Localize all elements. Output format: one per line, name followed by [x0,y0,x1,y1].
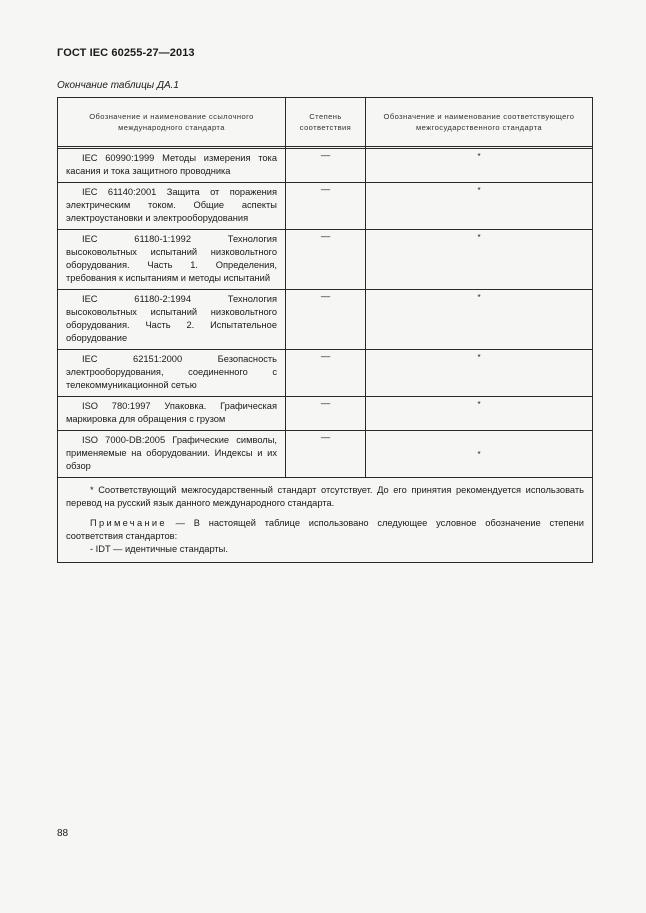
table-row [58,290,593,350]
header-international-standard: Обозначение и наименование ссылочного международного стандарта [58,98,286,147]
standards-table [57,97,593,563]
table-row [58,230,593,290]
standard-name: ISO 780:1997 Упаковка. Графическая маркировка для обращения с грузом [58,397,286,431]
equivalent-cell: * [366,230,593,290]
table-row [58,350,593,397]
equivalent-cell: * [366,290,593,350]
degree-cell: — [286,397,366,431]
equivalent-cell: * [366,149,593,183]
equivalent-cell: * [366,397,593,431]
document-code: ГОСТ IEC 60255-27—2013 [57,47,195,59]
equivalent-cell: * [366,350,593,397]
table-row [58,397,593,431]
footnote: * Соответствующий межгосударственный стандарт отсутствует. До его принятия рекомендуется использовать перевод на русский язык данного международного стандарта. [66,485,584,508]
table-row [58,431,593,478]
standard-name: IEC 61180-1:1992 Технология высоковольтных испытаний низковольтного оборудования. Часть 1. Определения, требования к испытаниям и методы испытаний [58,230,286,290]
degree-cell: — [286,290,366,350]
degree-cell: — [286,230,366,290]
note-label: Примечание [90,518,167,528]
notes-row [58,478,593,563]
header-degree: Степень соответствия [286,98,366,147]
standard-name: IEC 60990:1999 Методы измерения тока касания и тока защитного проводника [58,149,286,183]
table-caption: Окончание таблицы ДА.1 [57,80,179,91]
note-text: — В настоящей таблице использовано следующее условное обозначение степени соответствия стандартов: [66,518,584,541]
standard-name: IEC 62151:2000 Безопасность электрооборудования, соединенного с телекоммуникационной сетью [58,350,286,397]
note [66,517,584,543]
degree-cell: — [286,149,366,183]
degree-cell: — [286,431,366,478]
header-interstate-standard: Обозначение и наименование соответствующего межгосударственного стандарта [366,98,593,147]
table-row [58,149,593,183]
standard-name: IEC 61140:2001 Защита от поражения электрическим током. Общие аспекты электроустановки и электрооборудования [58,183,286,230]
notes-cell [58,478,593,563]
equivalent-cell: * [366,431,593,478]
note-item: - IDT — идентичные стандарты. [90,544,228,554]
degree-cell: — [286,183,366,230]
table-row [58,183,593,230]
equivalent-cell: * [366,183,593,230]
table-header-row [58,98,593,147]
standard-name: ISO 7000-DB:2005 Графические символы, применяемые на оборудовании. Индексы и их обзор [58,431,286,478]
page-number: 88 [57,828,69,839]
degree-cell: — [286,350,366,397]
standard-name: IEC 61180-2:1994 Технология высоковольтных испытаний низковольтного оборудования. Часть 2. Испытательное оборудование [58,290,286,350]
